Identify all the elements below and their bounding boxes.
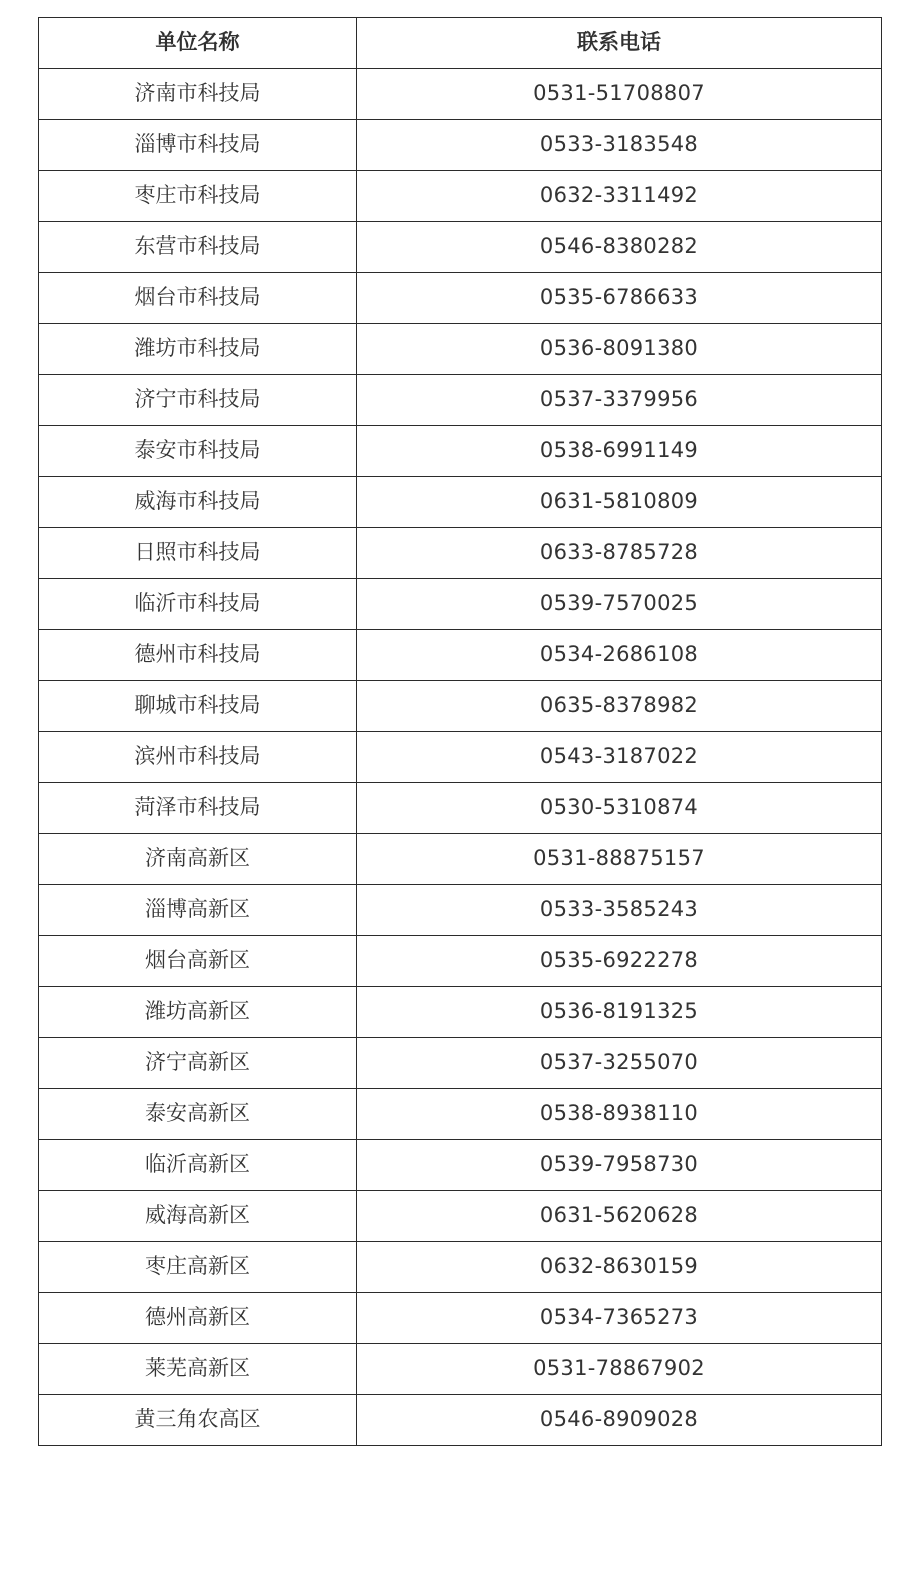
unit-name-cell: 济宁市科技局 [39,375,357,426]
unit-name-cell: 泰安高新区 [39,1089,357,1140]
phone-number-cell: 0538-6991149 [357,426,882,477]
phone-number-cell: 0546-8909028 [357,1395,882,1446]
phone-number-cell: 0539-7958730 [357,1140,882,1191]
phone-number-cell: 0635-8378982 [357,681,882,732]
table-row [39,630,882,681]
unit-name-cell: 临沂市科技局 [39,579,357,630]
unit-name-cell: 威海高新区 [39,1191,357,1242]
phone-number-cell: 0535-6786633 [357,273,882,324]
table-row [39,1395,882,1446]
unit-name-cell: 济南高新区 [39,834,357,885]
table-row [39,1191,882,1242]
table-row [39,1140,882,1191]
table-row [39,426,882,477]
table-row [39,273,882,324]
phone-number-cell: 0533-3585243 [357,885,882,936]
unit-name-cell: 泰安市科技局 [39,426,357,477]
table-row [39,732,882,783]
header-row [39,18,882,69]
unit-name-cell: 烟台高新区 [39,936,357,987]
table-row [39,783,882,834]
unit-name-cell: 黄三角农高区 [39,1395,357,1446]
phone-number-cell: 0535-6922278 [357,936,882,987]
phone-number-cell: 0632-3311492 [357,171,882,222]
table-row [39,987,882,1038]
unit-name-cell: 临沂高新区 [39,1140,357,1191]
table-row [39,324,882,375]
table-row [39,171,882,222]
table-body [39,69,882,1446]
table-row [39,1344,882,1395]
column-header-phone: 联系电话 [357,18,882,69]
unit-name-cell: 东营市科技局 [39,222,357,273]
table-row [39,477,882,528]
phone-number-cell: 0631-5620628 [357,1191,882,1242]
table-row [39,1089,882,1140]
phone-number-cell: 0633-8785728 [357,528,882,579]
unit-name-cell: 莱芜高新区 [39,1344,357,1395]
unit-name-cell: 烟台市科技局 [39,273,357,324]
phone-number-cell: 0543-3187022 [357,732,882,783]
unit-name-cell: 淄博市科技局 [39,120,357,171]
unit-name-cell: 滨州市科技局 [39,732,357,783]
column-header-unit-name: 单位名称 [39,18,357,69]
phone-number-cell: 0534-7365273 [357,1293,882,1344]
unit-name-cell: 济南市科技局 [39,69,357,120]
unit-name-cell: 枣庄高新区 [39,1242,357,1293]
unit-name-cell: 枣庄市科技局 [39,171,357,222]
phone-number-cell: 0538-8938110 [357,1089,882,1140]
table-row [39,375,882,426]
table-row [39,1038,882,1089]
phone-number-cell: 0531-51708807 [357,69,882,120]
unit-name-cell: 菏泽市科技局 [39,783,357,834]
phone-number-cell: 0546-8380282 [357,222,882,273]
unit-name-cell: 潍坊市科技局 [39,324,357,375]
phone-number-cell: 0531-88875157 [357,834,882,885]
phone-number-cell: 0537-3255070 [357,1038,882,1089]
table-row [39,1242,882,1293]
unit-name-cell: 德州市科技局 [39,630,357,681]
unit-name-cell: 淄博高新区 [39,885,357,936]
phone-number-cell: 0531-78867902 [357,1344,882,1395]
phone-number-cell: 0534-2686108 [357,630,882,681]
table-row [39,681,882,732]
phone-number-cell: 0537-3379956 [357,375,882,426]
phone-number-cell: 0632-8630159 [357,1242,882,1293]
table-row [39,885,882,936]
contact-table [38,17,882,1446]
table-header [39,18,882,69]
table-row [39,1293,882,1344]
unit-name-cell: 威海市科技局 [39,477,357,528]
unit-name-cell: 济宁高新区 [39,1038,357,1089]
phone-number-cell: 0530-5310874 [357,783,882,834]
table-row [39,120,882,171]
table-row [39,222,882,273]
phone-number-cell: 0533-3183548 [357,120,882,171]
table-row [39,528,882,579]
unit-name-cell: 潍坊高新区 [39,987,357,1038]
table-row [39,69,882,120]
table-row [39,579,882,630]
phone-number-cell: 0631-5810809 [357,477,882,528]
unit-name-cell: 聊城市科技局 [39,681,357,732]
unit-name-cell: 德州高新区 [39,1293,357,1344]
phone-number-cell: 0539-7570025 [357,579,882,630]
phone-number-cell: 0536-8091380 [357,324,882,375]
table-row [39,834,882,885]
phone-number-cell: 0536-8191325 [357,987,882,1038]
unit-name-cell: 日照市科技局 [39,528,357,579]
table-row [39,936,882,987]
